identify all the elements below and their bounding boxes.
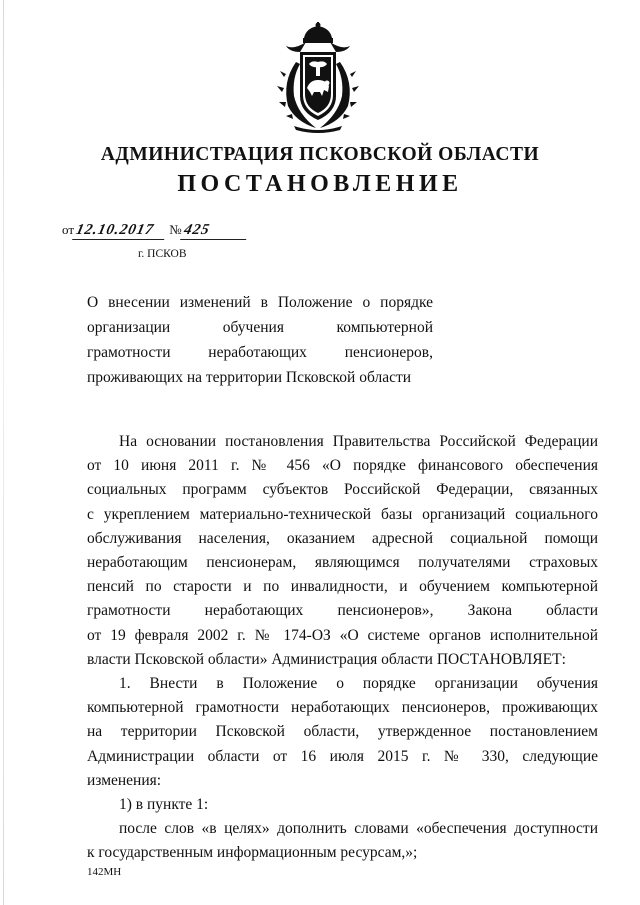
body-line: грамотности неработающих пенсионеров», Закона области: [87, 602, 598, 620]
city-label: г. ПСКОВ: [138, 248, 187, 260]
body-line: пенсий по старости и по инвалидности, и обучением компьютерной: [87, 578, 598, 596]
document-type-title: ПОСТАНОВЛЕНИЕ: [177, 171, 463, 197]
body-line: На основании постановления Правительства Российской Федерации: [119, 433, 598, 450]
document-body: [87, 430, 598, 866]
subject-line: организации обучения компьютерной: [87, 319, 433, 336]
body-line: компьютерной грамотности неработающих пенсионеров, проживающих: [87, 699, 598, 717]
body-line: власти Псковской области» Администрация области ПОСТАНОВЛЯЕТ:: [87, 650, 566, 668]
date-number-line: [62, 222, 248, 240]
handwritten-date: 12.10.2017: [72, 222, 168, 240]
date-prefix: от: [62, 222, 75, 237]
body-line: 1. Внести в Положение о порядке организации обучения: [119, 675, 598, 693]
body-line: от 19 февраля 2002 г. № 174-ОЗ «О системе органов исполнительной: [87, 626, 598, 644]
document-subject: [87, 290, 433, 390]
body-line: с укреплением материально-технической базы организаций социального: [87, 505, 598, 523]
body-line: к государственным информационным ресурсам,»;: [87, 844, 418, 862]
body-line: изменения:: [87, 771, 162, 789]
organization-title: АДМИНИСТРАЦИЯ ПСКОВСКОЙ ОБЛАСТИ: [100, 144, 540, 165]
body-line: после слов «в целях» дополнить словами «обеспечения доступности: [119, 820, 598, 838]
body-line: на территории Псковской области, утвержденное постановлением: [87, 723, 598, 741]
body-line: 1) в пункте 1:: [119, 796, 209, 814]
handwritten-number: 425: [180, 222, 250, 240]
scan-edge: [3, 0, 4, 905]
subject-line: проживающих на территории Псковской области: [87, 369, 412, 386]
body-line: обслуживания населения, оказанием адресной социальной помощи: [87, 529, 598, 547]
subject-line: грамотности неработающих пенсионеров,: [87, 344, 433, 361]
body-line: неработающим пенсионерам, являющимся получателями страховых: [87, 554, 598, 572]
number-prefix: №: [169, 222, 182, 237]
body-line: от 10 июня 2011 г. № 456 «О порядке финансового обеспечения: [87, 457, 598, 475]
body-line: социальных программ субъектов Российской Федерации, связанных: [87, 481, 598, 499]
footer-code: 142МН: [87, 866, 122, 878]
body-line: Администрации области от 16 июля 2015 г. № 330, следующие: [87, 747, 598, 765]
pskov-coat-of-arms-icon: [276, 22, 360, 134]
subject-line: О внесении изменений в Положение о порядке: [87, 294, 433, 311]
